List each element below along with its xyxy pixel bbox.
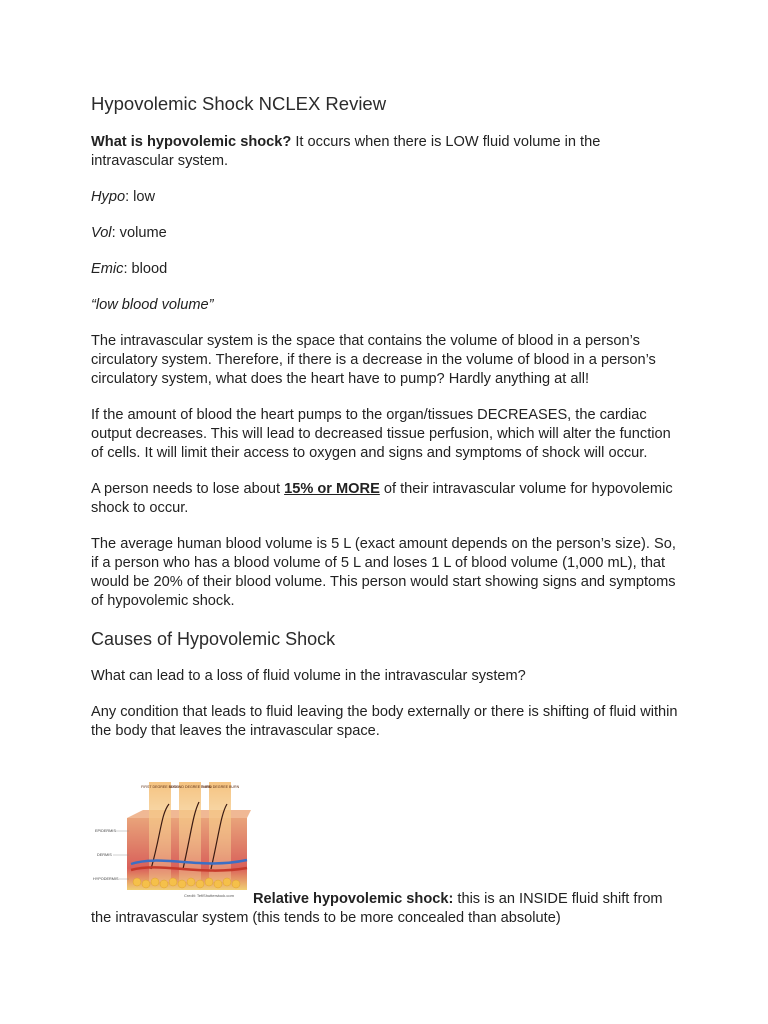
paragraph-intravascular: The intravascular system is the space that contains the volume of blood in a person’s circulatory system. Therefore, if there is a decrease in the volume of blood in a person’s circulatory system, what does the heart have to pump? Hardly anything at all! [91, 333, 656, 387]
paragraph-blood-volume: The average human blood volume is 5 L (exact amount depends on the person’s size). So, if a person who has a blood volume of 5 L and loses 1 L of blood volume (1,000 mL), that would be 20% of their blood volume. This person would start showing signs and symptoms of hypovolemic shock. [91, 536, 676, 609]
paragraph-condition: Any condition that leads to fluid leaving the body externally or there is shifting of fluid within the body that leaves the intravascular space. [91, 704, 678, 739]
term-vol [91, 224, 683, 243]
emphasis-15-percent: 15% or MORE [284, 481, 380, 497]
section-heading-causes: Causes of Hypovolemic Shock [91, 629, 336, 649]
relative-shock-text: this is an INSIDE fluid shift from the intravascular system (this tends to be more concealed than absolute) [91, 891, 663, 926]
term-def: : volume [111, 225, 167, 241]
burn-label-third: THIRD DEGREE BURN [200, 785, 240, 789]
burn-label-first: FIRST DEGREE BURN [141, 785, 179, 789]
page-title: Hypovolemic Shock NCLEX Review [91, 93, 387, 114]
text-after: of their intravascular volume for hypovolemic shock to occur. [91, 481, 673, 516]
paragraph-relative-shock [91, 890, 683, 928]
term-def: : low [125, 189, 156, 205]
term-word: Vol [91, 225, 112, 241]
text-before: A person needs to lose about [91, 481, 285, 497]
paragraph-question: What can lead to a loss of fluid volume in the intravascular system? [91, 668, 526, 684]
skin-layers-image [91, 774, 251, 899]
term-emic [91, 260, 683, 279]
burn-degrees-illustration [91, 774, 251, 899]
term-word: Hypo [91, 189, 126, 205]
intro-answer: It occurs when there is LOW fluid volume in the intravascular system. [91, 134, 601, 169]
burn-label-second: SECOND DEGREE BURN [168, 785, 212, 789]
paragraph-volume-loss [91, 480, 683, 518]
layer-label-hypodermis: HYPODERMIS [93, 877, 119, 881]
layer-label-epidermis: EPIDERMIS [95, 829, 116, 833]
intro-question: What is hypovolemic shock? [91, 134, 292, 150]
term-word: Emic [91, 261, 124, 277]
relative-shock-lead: Relative hypovolemic shock: [253, 891, 454, 907]
image-credit: Credit: TefiShutterstock.com [184, 893, 234, 898]
document-page [91, 92, 683, 926]
quote-line: “low blood volume” [91, 297, 214, 313]
layer-label-dermis: DERMIS [97, 853, 112, 857]
term-hypo [91, 188, 683, 207]
paragraph-cardiac-output: If the amount of blood the heart pumps to the organ/tissues DECREASES, the cardiac output decreases. This will lead to decreased tissue perfusion, which will alter the function of cells. It will limit their access to oxygen and signs and symptoms of shock will occur. [91, 407, 671, 461]
intro-paragraph [91, 133, 683, 171]
term-def: : blood [123, 261, 168, 277]
